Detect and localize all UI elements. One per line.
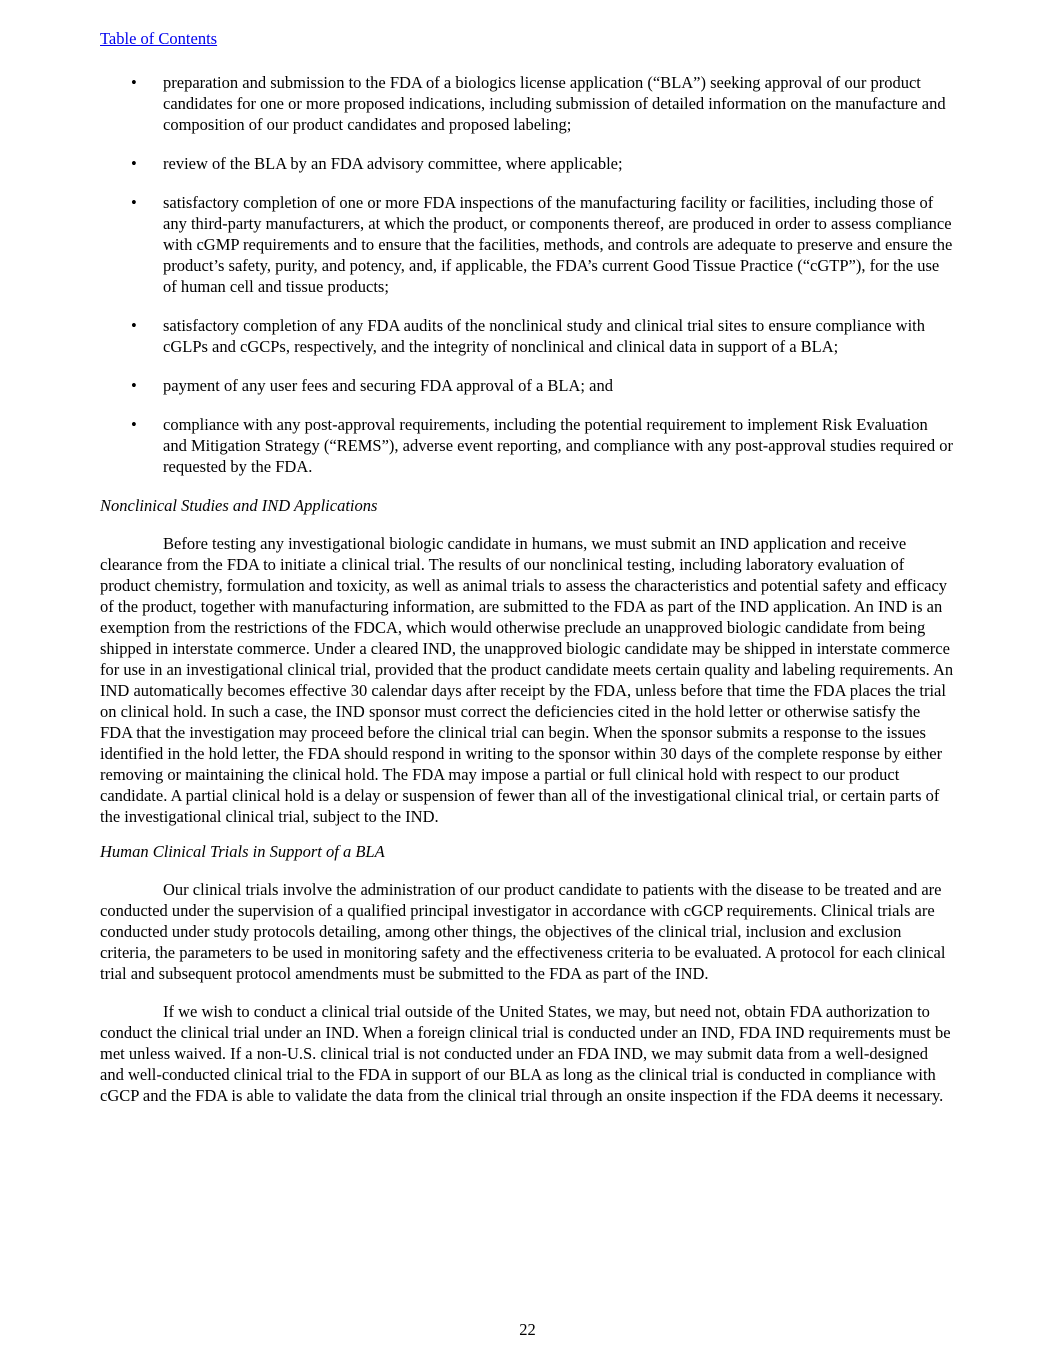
bullet-text: satisfactory completion of any FDA audits of the nonclinical study and clinical trial sites to ensure compliance with cGLPs and cGCPs, respectively, and the integrity of nonclinical and clinical data in support of a BLA; <box>163 316 926 356</box>
section-heading-nonclinical-studies: Nonclinical Studies and IND Applications <box>100 496 378 515</box>
bullet-list <box>100 72 955 477</box>
list-item <box>100 72 955 135</box>
bullet-icon <box>100 153 163 174</box>
bullet-icon <box>100 414 163 477</box>
list-item <box>100 414 955 477</box>
table-of-contents-link[interactable]: Table of Contents <box>100 29 218 48</box>
list-item <box>100 375 955 396</box>
bullet-text: review of the BLA by an FDA advisory committee, where applicable; <box>163 154 623 173</box>
bullet-icon <box>100 315 163 357</box>
bullet-icon <box>100 192 163 297</box>
paragraph-clinical-trials-1: Our clinical trials involve the administration of our product candidate to patients with the disease to be treated and are conducted under the supervision of a qualified principal investigator in accordance with cGCP requirements. Clinical trials are conducted under study protocols detailing, among other things, the objectives of the clinical trial, inclusion and exclusion criteria, the parameters to be used in monitoring safety and the effectiveness criteria to be evaluated. A protocol for each clinical trial and subsequent protocol amendments must be submitted to the FDA as part of the IND. <box>100 880 946 983</box>
paragraph-nonclinical-studies: Before testing any investigational biologic candidate in humans, we must submit an IND application and receive clearance from the FDA to initiate a clinical trial. The results of our nonclinical testing, including laboratory evaluation of product chemistry, formulation and toxicity, as well as animal trials to assess the characteristics and potential safety and efficacy of the product, together with manufacturing information, are submitted to the FDA as part of the IND application. An IND is an exemption from the restrictions of the FDCA, which would otherwise preclude an unapproved biologic candidate from being shipped in interstate commerce. Under a cleared IND, the unapproved biologic candidate may be shipped in interstate commerce for use in an investigational clinical trial, provided that the product candidate meets certain quality and labeling requirements. An IND automatically becomes effective 30 calendar days after receipt by the FDA, unless before that time the FDA places the trial on clinical hold. In such a case, the IND sponsor must correct the deficiencies cited in the hold letter or otherwise satisfy the FDA that the investigation may proceed before the clinical trial can begin. When the sponsor submits a response to the issues identified in the hold letter, the FDA should respond in writing to the sponsor within 30 days of the complete response by either removing or maintaining the clinical hold. The FDA may impose a partial or full clinical hold with respect to our product candidate. A partial clinical hold is a delay or suspension of fewer than all of the investigational clinical trial, or certain parts of the investigational clinical trial, subject to the IND. <box>100 534 954 826</box>
bullet-icon <box>100 72 163 135</box>
paragraph-clinical-trials-2: If we wish to conduct a clinical trial outside of the United States, we may, but need not, obtain FDA authorization to conduct the clinical trial under an IND. When a foreign clinical trial is conducted under an IND, FDA IND requirements must be met unless waived. If a non-U.S. clinical trial is not conducted under an FDA IND, we may submit data from a well-designed and well-conducted clinical trial to the FDA in support of our BLA as long as the clinical trial is conducted in compliance with cGCP and the FDA is able to validate the data from the clinical trial through an onsite inspection if the FDA deems it necessary. <box>100 1002 951 1105</box>
section-heading-human-clinical-trials: Human Clinical Trials in Support of a BLA <box>100 842 385 861</box>
bullet-text: preparation and submission to the FDA of a biologics license application (“BLA”) seeking approval of our product candidates for one or more proposed indications, including submission of detailed information on the manufacture and composition of our product candidates and proposed labeling; <box>163 73 946 134</box>
bullet-text: compliance with any post-approval requirements, including the potential requirement to implement Risk Evaluation and Mitigation Strategy (“REMS”), adverse event reporting, and compliance with any post-approval studies required or requested by the FDA. <box>163 415 953 476</box>
bullet-icon <box>100 375 163 396</box>
list-item <box>100 315 955 357</box>
page-number: 22 <box>519 1320 536 1339</box>
bullet-text: satisfactory completion of one or more FDA inspections of the manufacturing facility or facilities, including those of any third-party manufacturers, at which the product, or components thereof, are produced in order to assess compliance with cGMP requirements and to ensure that the facilities, methods, and controls are adequate to preserve and ensure the product’s safety, purity, and potency, and, if applicable, the FDA’s current Good Tissue Practice (“cGTP”), for the use of human cell and tissue products; <box>163 193 953 296</box>
bullet-text: payment of any user fees and securing FDA approval of a BLA; and <box>163 376 613 395</box>
list-item <box>100 153 955 174</box>
list-item <box>100 192 955 297</box>
